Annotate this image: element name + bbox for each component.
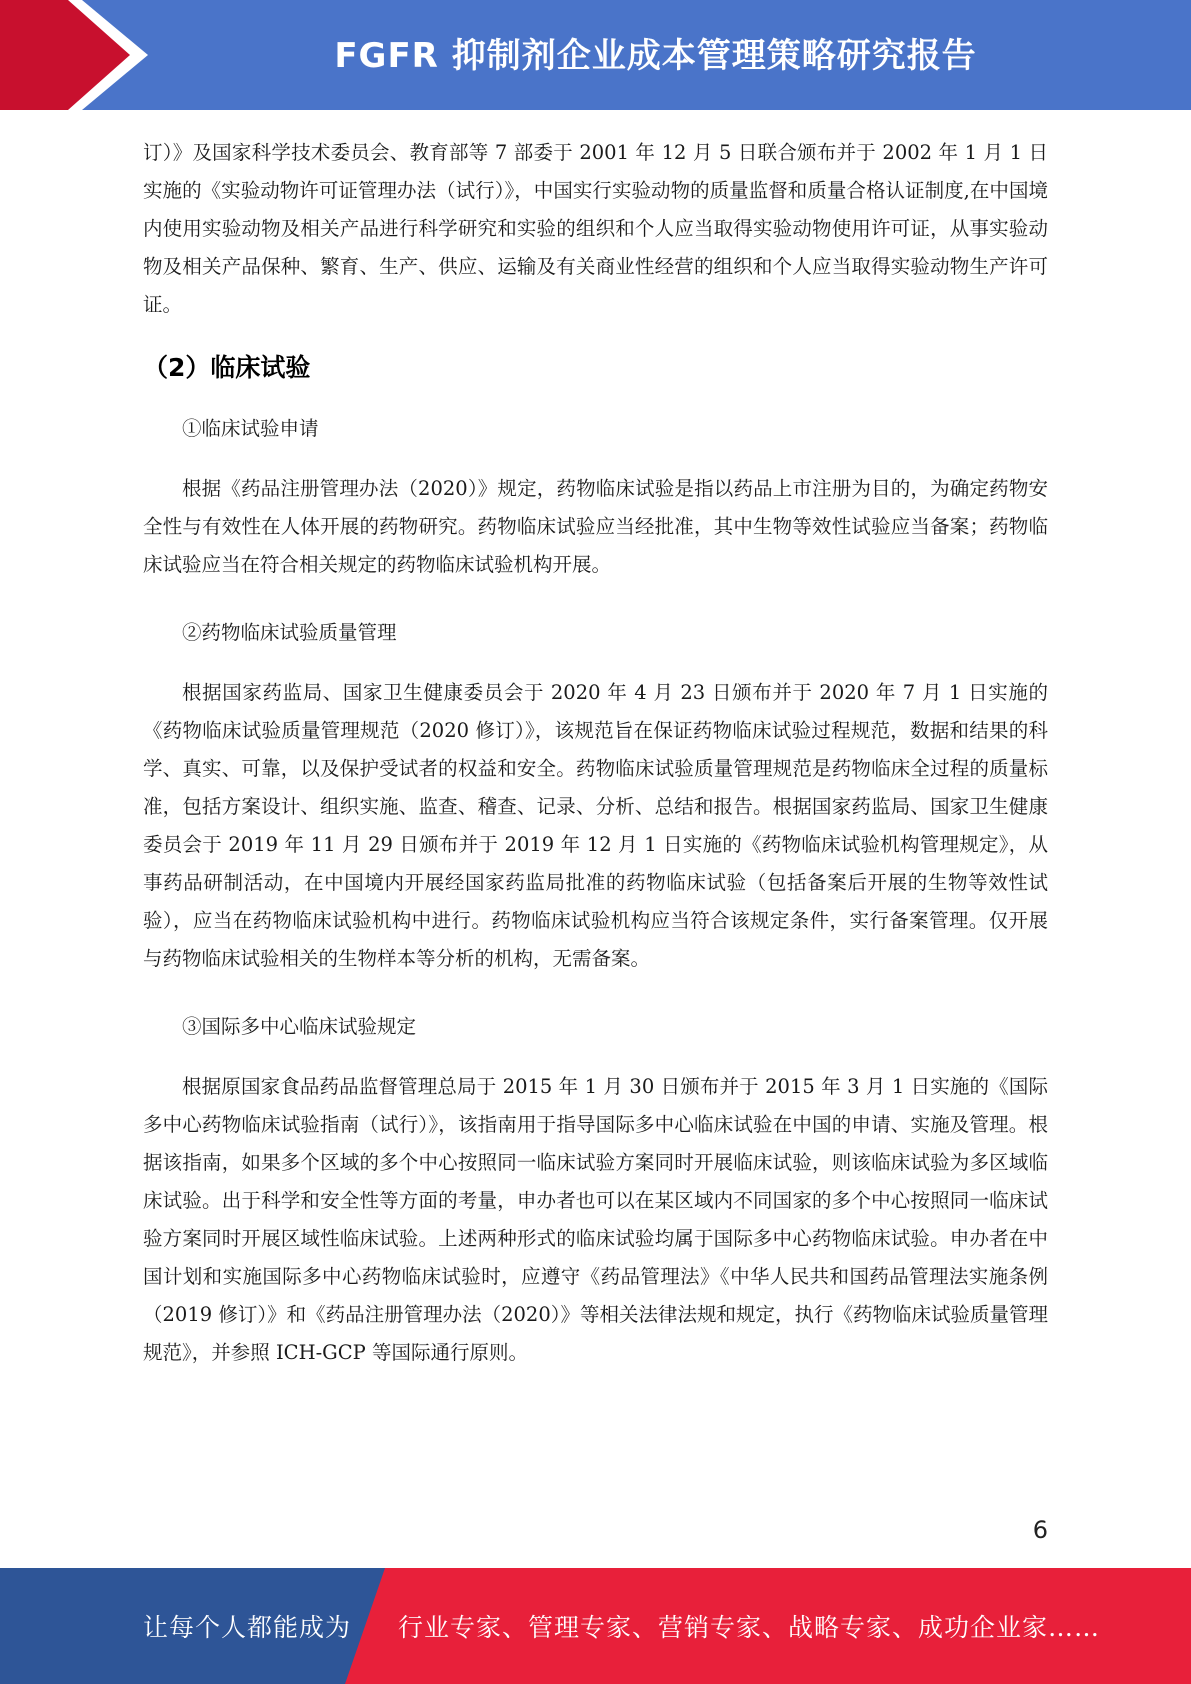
document-body [143, 134, 1048, 1372]
page-footer [0, 1568, 1191, 1684]
paragraph-quality: 根据国家药监局、国家卫生健康委员会于 2020 年 4 月 23 日颁布并于 2020 年 7 月 1 日实施的《药物临床试验质量管理规范（2020 修订）》，该规范旨在保证药物临床试验过程规范，数据和结果的科学、真实、可靠，以及保护受试者的权益和安全。药物临床试验质量管理规范是药物临床全过程的质量标准，包括方案设计、组织实施、监查、稽查、记录、分析、总结和报告。根据国家药监局、国家卫生健康委员会于 2019 年 11 月 29 日颁布并于 2019 年 12 月 1 日实施的《药物临床试验机构管理规定》，从事药品研制活动，在中国境内开展经国家药监局批准的药物临床试验（包括备案后开展的生物等效性试验），应当在药物临床试验机构中进行。药物临床试验机构应当符合该规定条件，实行备案管理。仅开展与药物临床试验相关的生物样本等分析的机构，无需备案。 [143, 681, 1048, 970]
paragraph-international: 根据原国家食品药品监督管理总局于 2015 年 1 月 30 日颁布并于 2015 年 3 月 1 日实施的《国际多中心药物临床试验指南（试行）》，该指南用于指导国际多中心临床试验在中国的申请、实施及管理。根据该指南，如果多个区域的多个中心按照同一临床试验方案同时开展临床试验，则该临床试验为多区域临床试验。出于科学和安全性等方面的考量，申办者也可以在某区域内不同国家的多个中心按照同一临床试验方案同时开展区域性临床试验。上述两种形式的临床试验均属于国际多中心药物临床试验。申办者在中国计划和实施国际多中心药物临床试验时，应遵守《药品管理法》《中华人民共和国药品管理法实施条例（2019 修订）》和《药品注册管理办法（2020）》等相关法律法规和规定，执行《药物临床试验质量管理规范》，并参照 ICH-GCP 等国际通行原则。 [143, 1075, 1048, 1364]
report-title: FGFR 抑制剂企业成本管理策略研究报告 [334, 36, 977, 76]
footer-slogan-right: 行业专家、管理专家、营销专家、战略专家、成功企业家…… [398, 1613, 1101, 1642]
page-header [0, 0, 1191, 110]
page-number: 6 [1032, 1516, 1048, 1544]
footer-slogan-left: 让每个人都能成为 [143, 1613, 352, 1642]
subsection-title-application: ①临床试验申请 [182, 417, 319, 440]
subsection-title-international: ③国际多中心临床试验规定 [182, 1015, 417, 1038]
paragraph-continuation: 订）》及国家科学技术委员会、教育部等 7 部委于 2001 年 12 月 5 日联合颁布并于 2002 年 1 月 1 日实施的《实验动物许可证管理办法（试行）》，中国实行实验动物的质量监督和质量合格认证制度,在中国境内使用实验动物及相关产品进行科学研究和实验的组织和个人应当取得实验动物使用许可证，从事实验动物及相关产品保种、繁育、生产、供应、运输及有关商业性经营的组织和个人应当取得实验动物生产许可证。 [143, 141, 1048, 316]
section-heading: （2）临床试验 [143, 353, 311, 382]
subsection-title-quality: ②药物临床试验质量管理 [182, 621, 397, 644]
paragraph-application: 根据《药品注册管理办法（2020）》规定，药物临床试验是指以药品上市注册为目的，为确定药物安全性与有效性在人体开展的药物研究。药物临床试验应当经批准，其中生物等效性试验应当备案；药物临床试验应当在符合相关规定的药物临床试验机构开展。 [143, 477, 1048, 576]
